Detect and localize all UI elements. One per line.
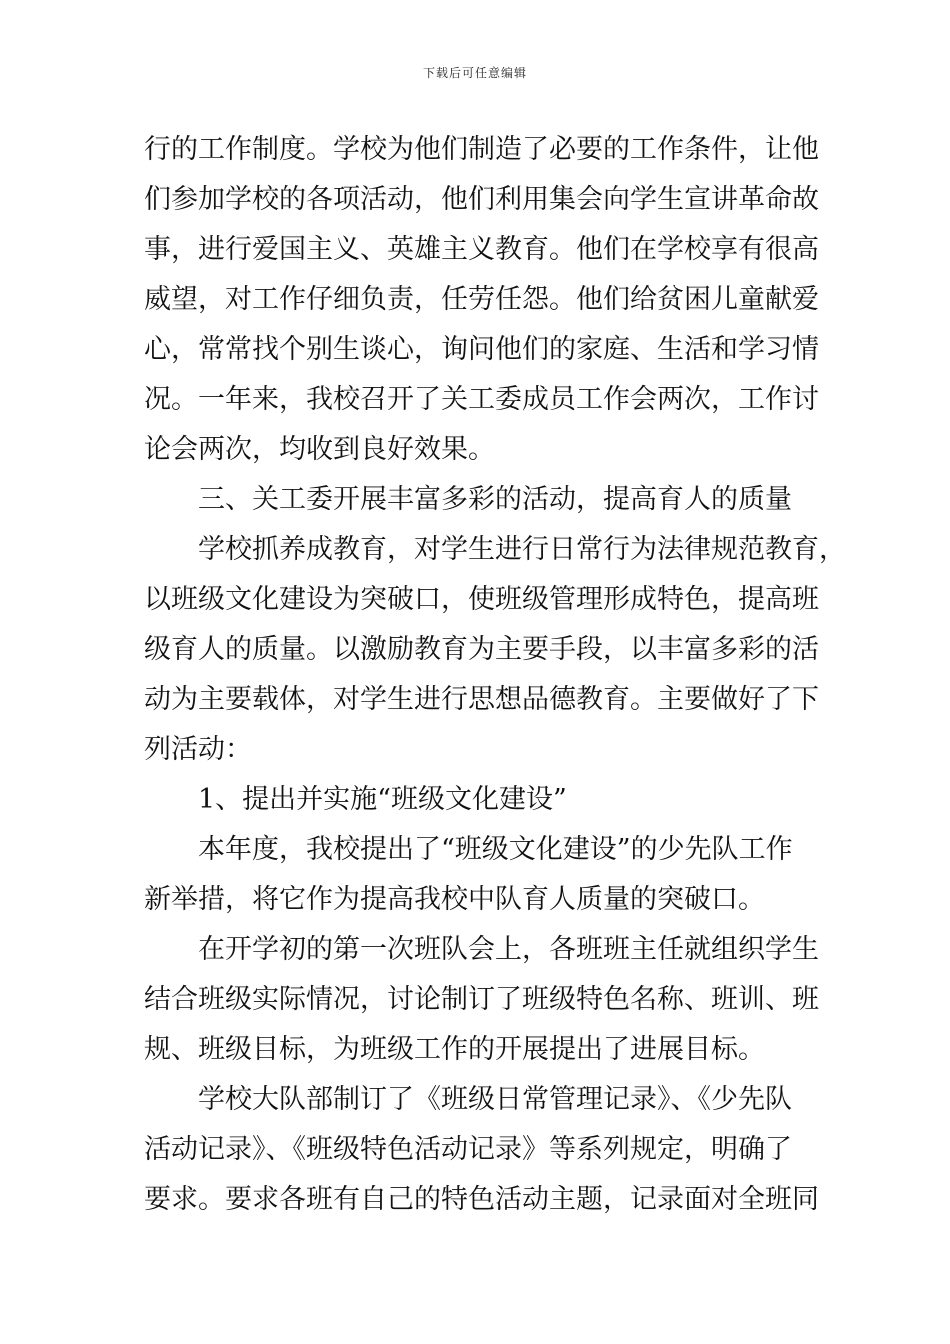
text-line: 学校抓养成教育，对学生进行日常行为法律规范教育， bbox=[198, 534, 846, 565]
section-heading: 三、关工委开展丰富多彩的活动，提高育人的质量 bbox=[198, 484, 792, 515]
text-line: 动为主要载体，对学生进行思想品德教育。主要做好了下 bbox=[144, 684, 819, 715]
text-line: 级育人的质量。以激励教育为主要手段，以丰富多彩的活 bbox=[144, 634, 819, 665]
subsection-heading: 1、提出并实施“班级文化建设” bbox=[198, 784, 567, 815]
text-line: 规、班级目标，为班级工作的开展提出了进展目标。 bbox=[144, 1034, 765, 1065]
text-line: 们参加学校的各项活动，他们利用集会向学生宣讲革命故 bbox=[144, 184, 819, 215]
text-line: 况。一年来，我校召开了关工委成员工作会两次，工作讨 bbox=[144, 384, 819, 415]
text-line: 结合班级实际情况，讨论制订了班级特色名称、班训、班 bbox=[144, 984, 819, 1015]
page-header: 下载后可任意编辑 bbox=[422, 66, 527, 80]
text-line: 新举措，将它作为提高我校中队育人质量的突破口。 bbox=[144, 884, 765, 915]
document-body bbox=[144, 125, 846, 1225]
text-line: 活动记录》、《班级特色活动记录》等系列规定，明确了 bbox=[144, 1134, 792, 1165]
text-line: 行的工作制度。学校为他们制造了必要的工作条件，让他 bbox=[144, 134, 819, 165]
text-line: 心，常常找个别生谈心，询问他们的家庭、生活和学习情 bbox=[144, 334, 819, 365]
text-line: 以班级文化建设为突破口，使班级管理形成特色，提高班 bbox=[144, 584, 819, 615]
text-line: 在开学初的第一次班队会上，各班班主任就组织学生 bbox=[198, 934, 819, 965]
text-line: 论会两次，均收到良好效果。 bbox=[144, 434, 495, 465]
text-line: 学校大队部制订了《班级日常管理记录》、《少先队 bbox=[198, 1084, 792, 1115]
text-line: 列活动： bbox=[144, 734, 252, 765]
text-line: 威望，对工作仔细负责，任劳任怨。他们给贫困儿童献爱 bbox=[144, 284, 819, 315]
text-line: 要求。要求各班有自己的特色活动主题，记录面对全班同 bbox=[144, 1184, 819, 1215]
text-line: 事，进行爱国主义、英雄主义教育。他们在学校享有很高 bbox=[144, 234, 819, 265]
text-line: 本年度，我校提出了“班级文化建设”的少先队工作 bbox=[198, 834, 793, 865]
